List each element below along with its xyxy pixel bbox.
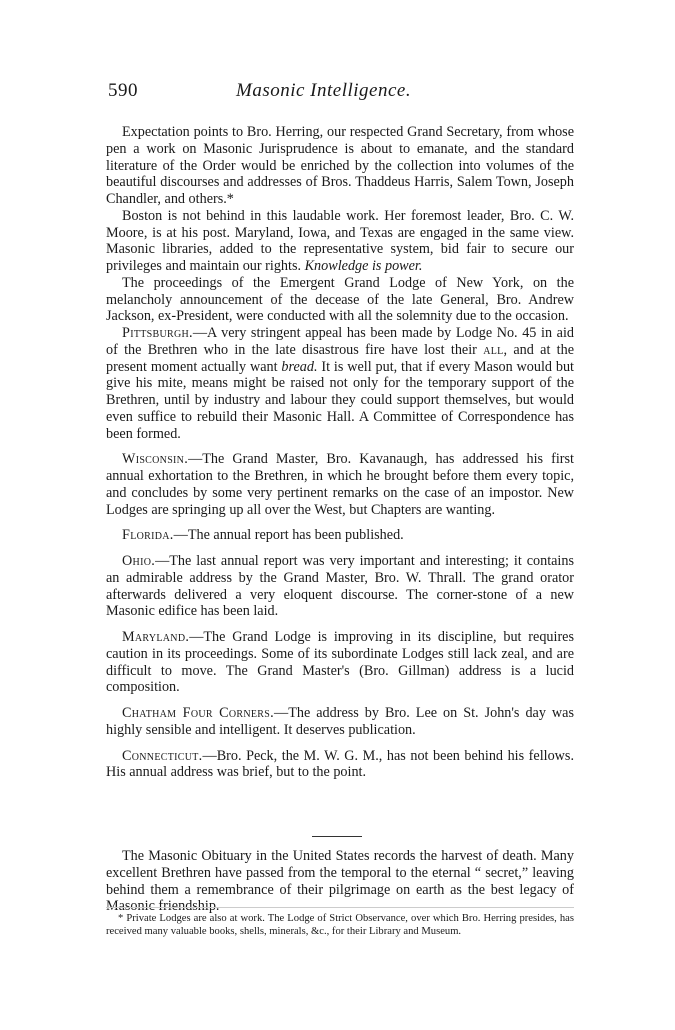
paragraph-herring: Expectation points to Bro. Herring, our respected Grand Secretary, from whose pen a work on Masonic Jurisprudence is about to emanate, and the standard literature of the Order would be enriched by the collection into volumes of the beautiful discourses and addresses of Bros. Thaddeus Harris, Salem Town, Joseph Chandler, and others.* — [106, 124, 574, 207]
paragraph-jackson: The proceedings of the Emergent Grand Lodge of New York, on the melancholy announcement of the decease of the late General, Bro. Andrew Jackson, ex-President, were conducted with all the solemnity due to the occasion. — [106, 274, 574, 325]
running-head: Masonic Intelligence. — [236, 80, 412, 101]
paragraph-connecticut: Connecticut.—Bro. Peck, the M. W. G. M., has not been behind his fellows. His annual address was brief, but to the point. — [106, 747, 574, 781]
paragraph-boston: Boston is not behind in this laudable work. Her foremost leader, Bro. C. W. Moore, is at his post. Maryland, Iowa, and Texas are engaged in the same view. Masonic libraries, added to the representative system, bid fair to secure our privileges and maintain our rights. Knowledge is power. — [106, 207, 574, 274]
section-heading-pittsburgh: Pittsburgh. — [122, 325, 193, 341]
page-number: 590 — [108, 80, 138, 101]
page-header — [108, 80, 576, 110]
paragraph-pittsburgh: Pittsburgh.—A very stringent appeal has been made by Lodge No. 45 in aid of the Brethren who in the late disastrous fire have lost their all, and at the present moment actually want bread. It is well put, that if every Mason would but give his mite, means might be raised not only for the temporary support of the Brethren, until by industry and labour they could support themselves, but would even suffice to rebuild their Masonic Hall. A Committee of Correspondence has been formed. — [106, 325, 574, 442]
paragraph-chatham: Chatham Four Corners.—The address by Bro. Lee on St. John's day was highly sensible and intelligent. It deserves publication. — [106, 705, 574, 738]
footnote — [106, 913, 574, 938]
section-divider — [312, 836, 362, 837]
footnote-text: * Private Lodges are also at work. The Lodge of Strict Observance, over which Bro. Herring presides, has received many valuable books, shells, minerals, &c., for their Library and Museum. — [106, 913, 574, 937]
paragraph-ohio: Ohio.—The last annual report was very important and interesting; it contains an admirable address by the Grand Master, Bro. W. Thrall. The grand orator afterwards delivered a very eloquent discourse. The corner-stone of a new Masonic edifice has been laid. — [106, 553, 574, 620]
section-heading-connecticut: Connecticut. — [122, 747, 203, 764]
italic-bread: bread. — [281, 358, 318, 375]
knowledge-is-power: Knowledge is power. — [304, 258, 423, 274]
section-heading-florida: Florida. — [122, 527, 174, 544]
footnote-divider — [106, 907, 574, 908]
paragraph-florida: Florida.—The annual report has been published. — [122, 527, 404, 544]
section-heading-maryland: Maryland. — [122, 629, 190, 645]
paragraph-wisconsin: Wisconsin.—The Grand Master, Bro. Kavanaugh, has addressed his first annual exhortation to the Brethren, in which he brought before them every topic, and concludes by some very pertinent remarks on the case of an impostor. New Lodges are springing up all over the West, but Chapters are wanting. — [106, 451, 574, 518]
section-heading-ohio: Ohio. — [122, 553, 156, 569]
small-caps-all: all — [483, 341, 504, 358]
section-heading-chatham: Chatham Four Corners. — [122, 705, 274, 721]
paragraph-maryland: Maryland.—The Grand Lodge is improving in its discipline, but requires caution in its proceedings. Some of its subordinate Lodges still lack zeal, and are difficult to move. The Grand Master's (Bro. Gillman) address is a lucid composition. — [106, 629, 574, 696]
body-text — [106, 124, 574, 781]
obituary-paragraph — [106, 848, 574, 915]
obituary-text: The Masonic Obituary in the United States records the harvest of death. Many excellent Brethren have passed from the temporal to the eternal “ secret,” leaving behind them a remembrance of their pilgrimage on earth as the best legacy of Masonic friendship. — [106, 848, 574, 915]
section-heading-wisconsin: Wisconsin. — [122, 451, 189, 468]
